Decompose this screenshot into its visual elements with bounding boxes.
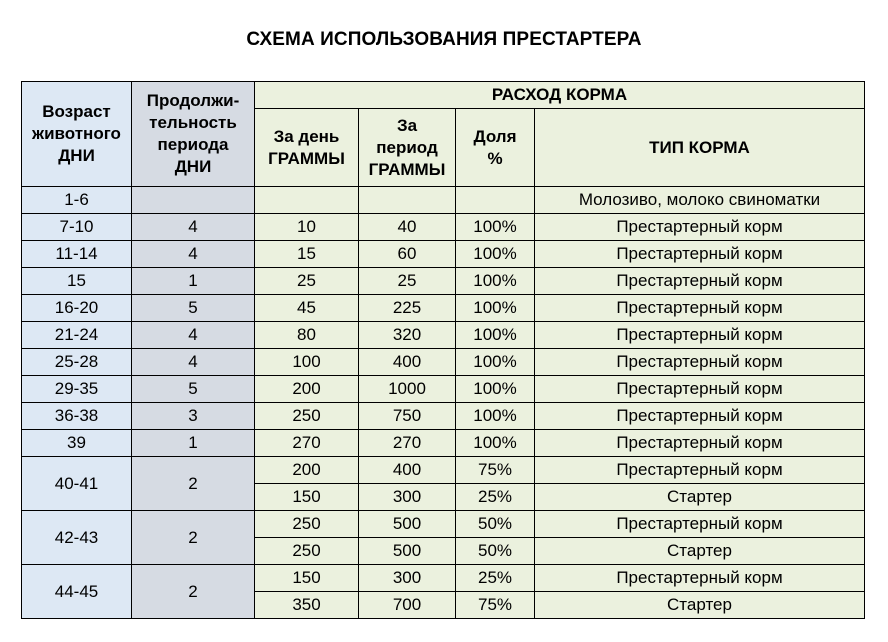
table-row [22, 187, 865, 214]
cell-feed-type: Престартерный корм [535, 457, 865, 484]
table-row [22, 268, 865, 295]
cell-per-day: 10 [255, 214, 359, 241]
cell-per-period: 320 [359, 322, 456, 349]
cell-feed-type: Престартерный корм [535, 403, 865, 430]
cell-per-day [255, 187, 359, 214]
header-share-line-2: % [487, 148, 503, 168]
cell-share: 25% [456, 484, 535, 511]
cell-share: 100% [456, 268, 535, 295]
cell-per-day: 350 [255, 592, 359, 619]
header-per-day [255, 109, 359, 187]
cell-per-day: 250 [255, 403, 359, 430]
header-duration-line-2: тельность [149, 113, 237, 132]
cell-share [456, 187, 535, 214]
cell-age: 15 [22, 268, 132, 295]
cell-per-period: 1000 [359, 376, 456, 403]
header-duration-line-3: периода [157, 135, 229, 154]
cell-per-period: 500 [359, 538, 456, 565]
cell-age: 16-20 [22, 295, 132, 322]
cell-feed-type: Престартерный корм [535, 511, 865, 538]
cell-per-day: 100 [255, 349, 359, 376]
cell-age: 40-41 [22, 457, 132, 511]
table-row [22, 511, 865, 538]
cell-share: 100% [456, 241, 535, 268]
cell-feed-type: Престартерный корм [535, 268, 865, 295]
cell-per-day: 150 [255, 484, 359, 511]
cell-age: 25-28 [22, 349, 132, 376]
table-row [22, 241, 865, 268]
cell-per-period: 300 [359, 484, 456, 511]
cell-share: 50% [456, 538, 535, 565]
table-row [22, 322, 865, 349]
cell-per-period: 750 [359, 403, 456, 430]
table-row [22, 565, 865, 592]
cell-duration: 2 [132, 511, 255, 565]
cell-age: 1-6 [22, 187, 132, 214]
page-title: СХЕМА ИСПОЛЬЗОВАНИЯ ПРЕСТАРТЕРА [246, 29, 642, 50]
header-per-day-line-1: За день [273, 126, 340, 146]
header-duration-line-4: ДНИ [174, 157, 212, 176]
cell-share: 25% [456, 565, 535, 592]
cell-per-period: 500 [359, 511, 456, 538]
cell-per-period: 270 [359, 430, 456, 457]
cell-per-day: 270 [255, 430, 359, 457]
cell-per-day: 45 [255, 295, 359, 322]
cell-share: 100% [456, 214, 535, 241]
table-row [22, 295, 865, 322]
cell-per-period: 225 [359, 295, 456, 322]
cell-share: 75% [456, 457, 535, 484]
cell-duration: 2 [132, 565, 255, 619]
table-row [22, 457, 865, 484]
header-feed-type: ТИП КОРМА [535, 109, 865, 187]
header-per-period-line-3: ГРАММЫ [368, 159, 446, 179]
header-per-day-line-2: ГРАММЫ [268, 148, 345, 168]
table-row [22, 403, 865, 430]
cell-per-period: 400 [359, 457, 456, 484]
header-age-line-2: животного [32, 124, 121, 143]
cell-share: 100% [456, 403, 535, 430]
header-duration [132, 82, 255, 187]
cell-share: 100% [456, 376, 535, 403]
cell-duration: 4 [132, 322, 255, 349]
cell-feed-type: Престартерный корм [535, 241, 865, 268]
cell-age: 44-45 [22, 565, 132, 619]
cell-per-period: 60 [359, 241, 456, 268]
cell-duration: 3 [132, 403, 255, 430]
cell-feed-type: Стартер [535, 538, 865, 565]
cell-share: 100% [456, 295, 535, 322]
cell-per-period: 25 [359, 268, 456, 295]
cell-age: 11-14 [22, 241, 132, 268]
cell-duration: 2 [132, 457, 255, 511]
cell-duration: 5 [132, 295, 255, 322]
cell-per-period: 40 [359, 214, 456, 241]
header-duration-line-1: Продолжи- [146, 91, 240, 110]
cell-feed-type: Престартерный корм [535, 430, 865, 457]
cell-feed-type: Престартерный корм [535, 376, 865, 403]
cell-feed-type: Престартерный корм [535, 349, 865, 376]
cell-per-day: 200 [255, 376, 359, 403]
cell-age: 29-35 [22, 376, 132, 403]
table-row [22, 214, 865, 241]
header-consumption: РАСХОД КОРМА [255, 82, 865, 109]
cell-duration: 5 [132, 376, 255, 403]
header-share [456, 109, 535, 187]
cell-age: 42-43 [22, 511, 132, 565]
cell-age: 36-38 [22, 403, 132, 430]
cell-per-day: 250 [255, 538, 359, 565]
header-per-period-line-2: период [376, 137, 438, 157]
cell-duration [132, 187, 255, 214]
cell-per-day: 150 [255, 565, 359, 592]
cell-feed-type: Престартерный корм [535, 214, 865, 241]
header-per-period-line-1: За [396, 115, 418, 135]
cell-feed-type: Стартер [535, 592, 865, 619]
cell-duration: 1 [132, 268, 255, 295]
cell-per-day: 25 [255, 268, 359, 295]
cell-share: 100% [456, 322, 535, 349]
cell-share: 100% [456, 430, 535, 457]
cell-per-day: 80 [255, 322, 359, 349]
cell-age: 7-10 [22, 214, 132, 241]
cell-per-period: 700 [359, 592, 456, 619]
header-per-period [359, 109, 456, 187]
cell-share: 100% [456, 349, 535, 376]
header-age-line-3: ДНИ [58, 146, 95, 165]
table-row [22, 430, 865, 457]
header-age-line-1: Возраст [42, 102, 111, 121]
table-row [22, 349, 865, 376]
cell-per-day: 250 [255, 511, 359, 538]
header-age [22, 82, 132, 187]
prestarter-table [21, 81, 865, 619]
table-row [22, 376, 865, 403]
cell-per-period [359, 187, 456, 214]
cell-feed-type: Престартерный корм [535, 565, 865, 592]
cell-duration: 4 [132, 241, 255, 268]
cell-feed-type: Молозиво, молоко свиноматки [535, 187, 865, 214]
cell-feed-type: Престартерный корм [535, 322, 865, 349]
cell-age: 39 [22, 430, 132, 457]
cell-share: 50% [456, 511, 535, 538]
header-share-line-1: Доля [473, 126, 517, 146]
cell-per-period: 300 [359, 565, 456, 592]
cell-duration: 4 [132, 214, 255, 241]
cell-duration: 1 [132, 430, 255, 457]
cell-share: 75% [456, 592, 535, 619]
table-body [22, 187, 865, 619]
cell-age: 21-24 [22, 322, 132, 349]
cell-feed-type: Престартерный корм [535, 295, 865, 322]
cell-duration: 4 [132, 349, 255, 376]
cell-feed-type: Стартер [535, 484, 865, 511]
cell-per-day: 15 [255, 241, 359, 268]
cell-per-period: 400 [359, 349, 456, 376]
cell-per-day: 200 [255, 457, 359, 484]
